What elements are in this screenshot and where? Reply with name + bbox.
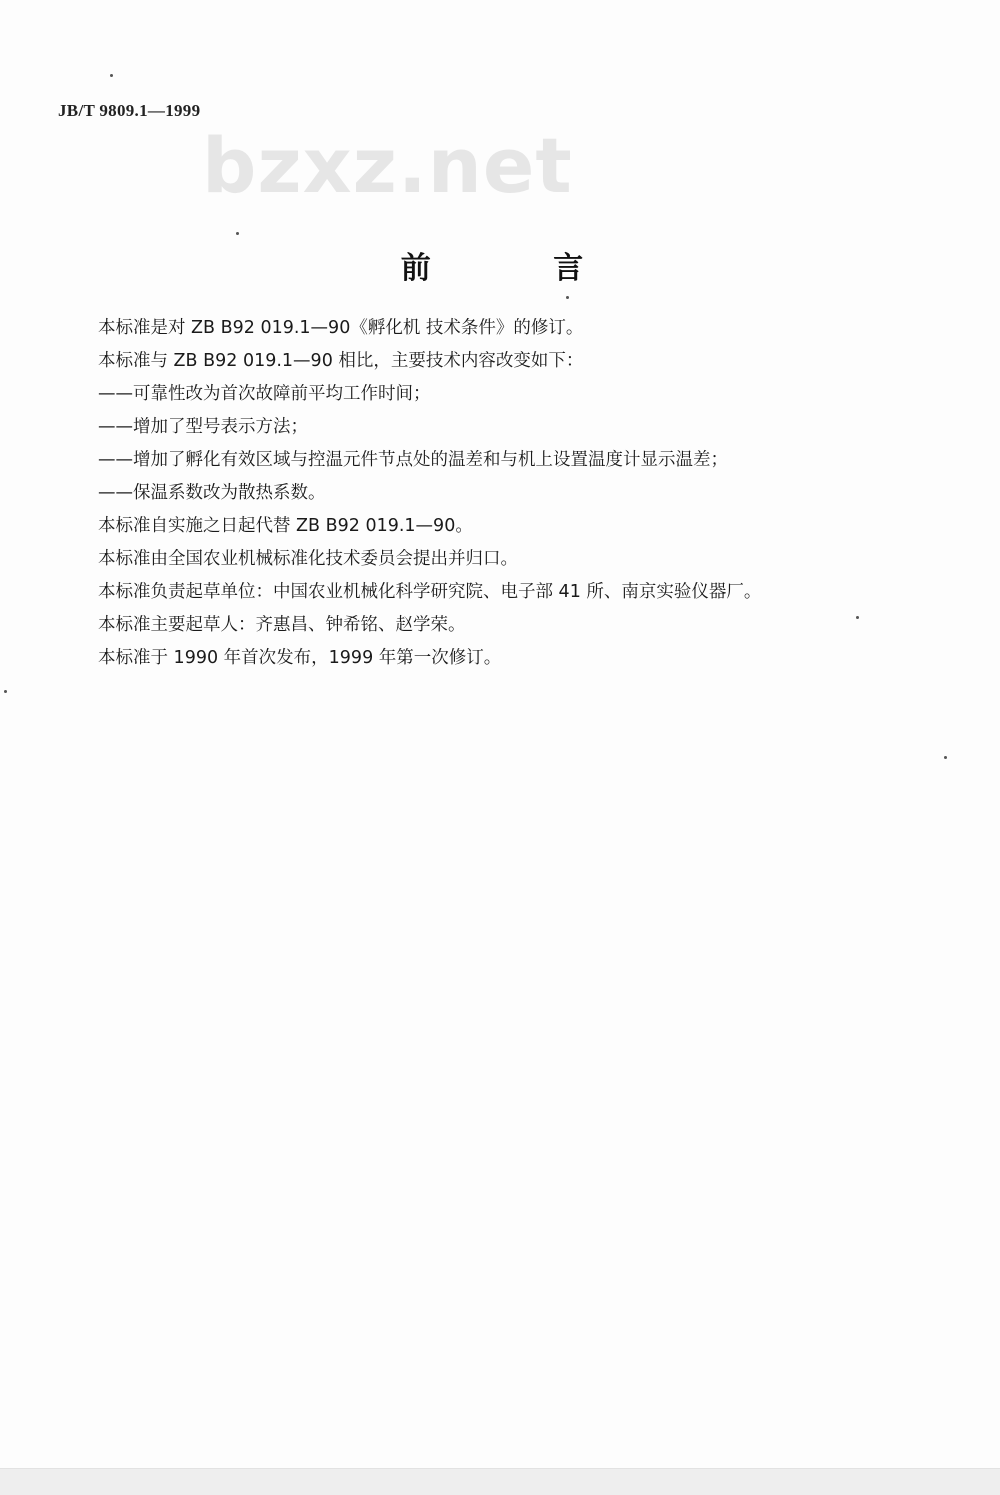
- paragraph-main-drafters: 本标准主要起草人：齐惠昌、钟希铭、赵学荣。: [98, 615, 466, 635]
- list-item-model-designation: ——增加了型号表示方法；: [98, 417, 308, 437]
- page-title: 前 言: [400, 251, 640, 286]
- foreword-body: [98, 312, 958, 675]
- paragraph-replaces: 本标准自实施之日起代替 ZB B92 019.1—90。: [98, 516, 473, 536]
- scan-speck: [236, 232, 239, 235]
- paragraph-proposed-by: 本标准由全国农业机械标准化技术委员会提出并归口。: [98, 549, 518, 569]
- scan-speck: [4, 690, 7, 693]
- page-bottom-edge: [0, 1468, 1000, 1495]
- paragraph-revision-of: 本标准是对 ZB B92 019.1—90《孵化机 技术条件》的修订。: [98, 318, 584, 338]
- paragraph-main-changes: 本标准与 ZB B92 019.1—90 相比，主要技术内容改变如下：: [98, 351, 584, 371]
- scan-speck: [566, 296, 569, 299]
- paragraph-drafting-units: 本标准负责起草单位：中国农业机械化科学研究院、电子部 41 所、南京实验仪器厂。: [98, 582, 762, 602]
- standard-number: JB/T 9809.1—1999: [58, 101, 201, 120]
- list-item-reliability: ——可靠性改为首次故障前平均工作时间；: [98, 384, 431, 404]
- watermark: bzxz.net: [202, 121, 573, 210]
- scan-speck: [110, 74, 113, 77]
- scan-speck: [856, 616, 859, 619]
- scan-speck: [944, 756, 947, 759]
- list-item-temperature-difference: ——增加了孵化有效区域与控温元件节点处的温差和与机上设置温度计显示温差；: [98, 450, 728, 470]
- list-item-heat-dissipation: ——保温系数改为散热系数。: [98, 483, 326, 503]
- paragraph-publication-history: 本标准于 1990 年首次发布，1999 年第一次修订。: [98, 648, 502, 668]
